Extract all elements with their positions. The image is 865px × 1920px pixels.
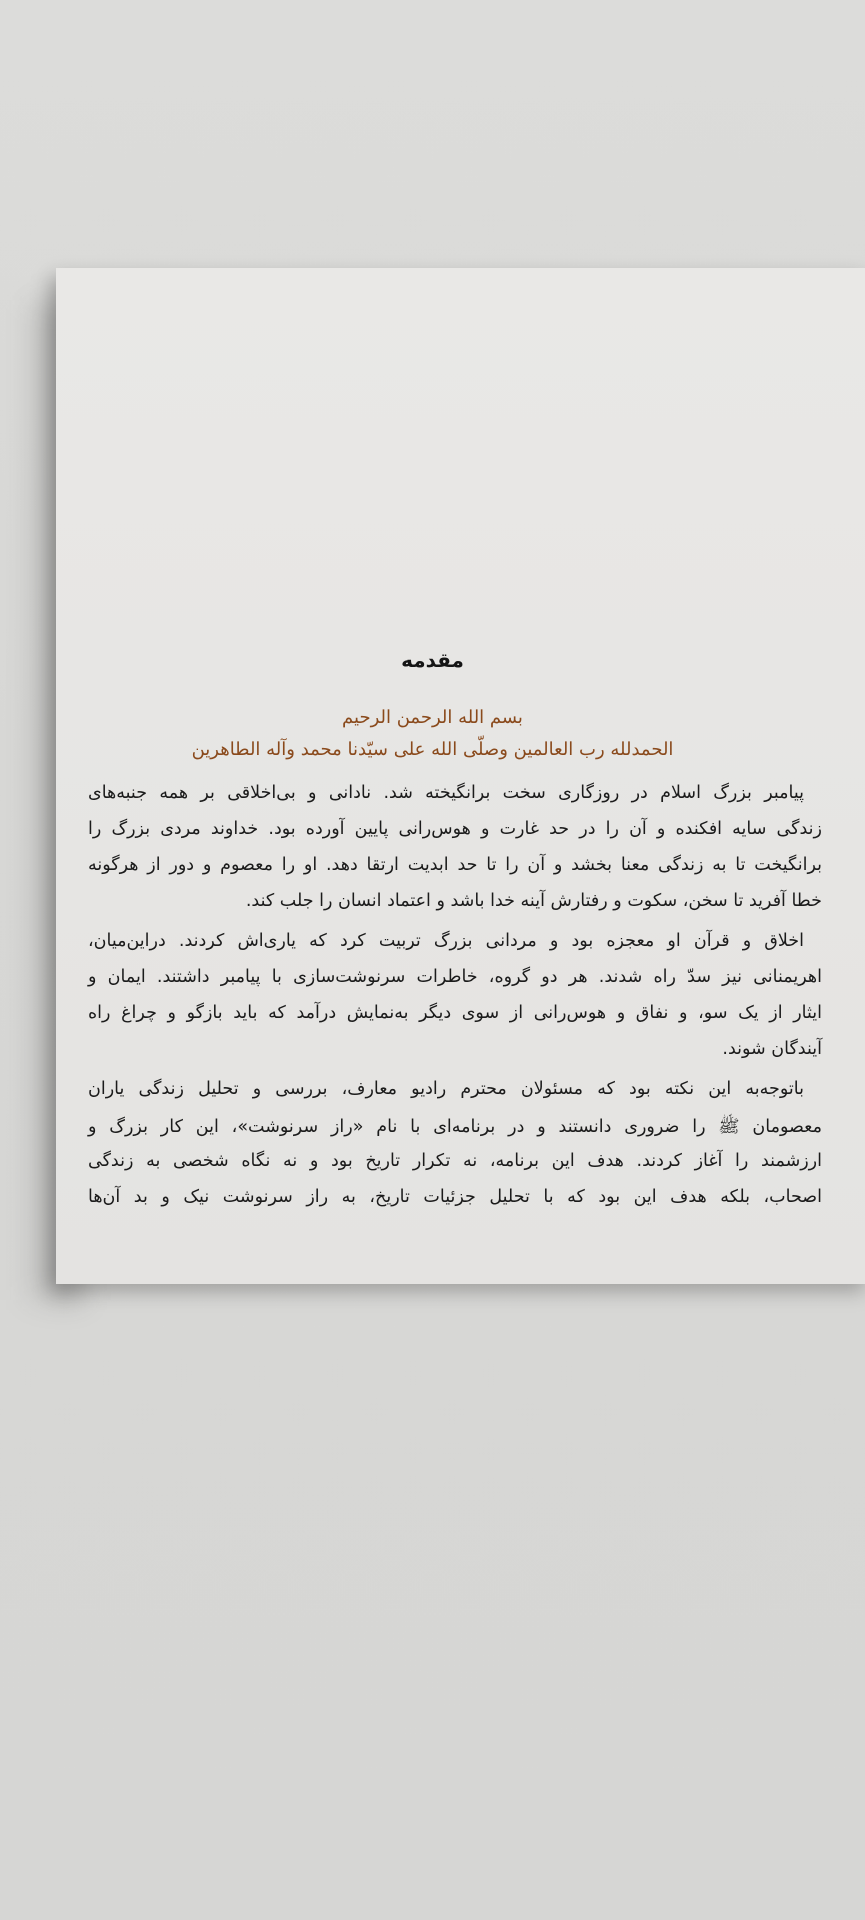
paragraph-line: ایثار از یک سو، و نفاق و هوس‌رانی از سوی دیگر به‌نمایش درآمد که باید بازگو و چراغ راه — [88, 1003, 822, 1023]
paragraph-line: خطا آفرید تا سخن، سکوت و رفتارش آینه خدا باشد و اعتماد انسان را جلب کند. — [245, 891, 822, 911]
chapter-title: مقدمه — [401, 648, 464, 672]
paragraph-line: برانگیخت تا به زندگی معنا بخشد و آن را تا حد ابدیت ارتقا دهد. او را معصوم و دور از هرگونه — [88, 855, 822, 875]
paragraph-line: اصحاب، بلکه هدف این بود که با تحلیل جزئیات تاریخ، به راز سرنوشت نیک و بد آن‌ها — [88, 1187, 822, 1207]
paragraph-line: اهریمنانی نیز سدّ راه شدند. هر دو گروه، خاطرات سرنوشت‌سازی با پیامبر داشتند. ایمان و — [88, 967, 822, 987]
paragraph-line: ارزشمند را آغاز کردند. هدف این برنامه، نه تکرار تاریخ بود و نه نگاه شخصی به زندگی — [88, 1151, 822, 1171]
paragraph-line: آیندگان شوند. — [722, 1039, 822, 1059]
hamd-line: الحمدلله رب العالمین وصلّی الله علی سیّدنا محمد وآله الطاهرین — [191, 739, 674, 760]
paragraph-line: زندگی سایه افکنده و آن را در حد غارت و هوس‌رانی پایین آورده بود. خداوند مردی بزرگ را — [88, 819, 822, 839]
paragraph-line: باتوجه‌به این نکته بود که مسئولان محترم رادیو معارف، بررسی و تحلیل زندگی یاران — [88, 1079, 804, 1099]
paragraph-line: پیامبر بزرگ اسلام در روزگاری سخت برانگیخته شد. نادانی و بی‌اخلاقی بر همه جنبه‌های — [88, 783, 804, 803]
paragraph-line: اخلاق و قرآن او معجزه بود و مردانی بزرگ تربیت کرد که یاری‌اش کردند. دراین‌میان، — [88, 931, 804, 951]
paragraph-line: معصومان ﷺ را ضروری دانستند و در برنامه‌ای با نام «راز سرنوشت»، این کار بزرگ و — [88, 1117, 822, 1137]
bismillah: بسم الله الرحمن الرحیم — [342, 707, 523, 728]
